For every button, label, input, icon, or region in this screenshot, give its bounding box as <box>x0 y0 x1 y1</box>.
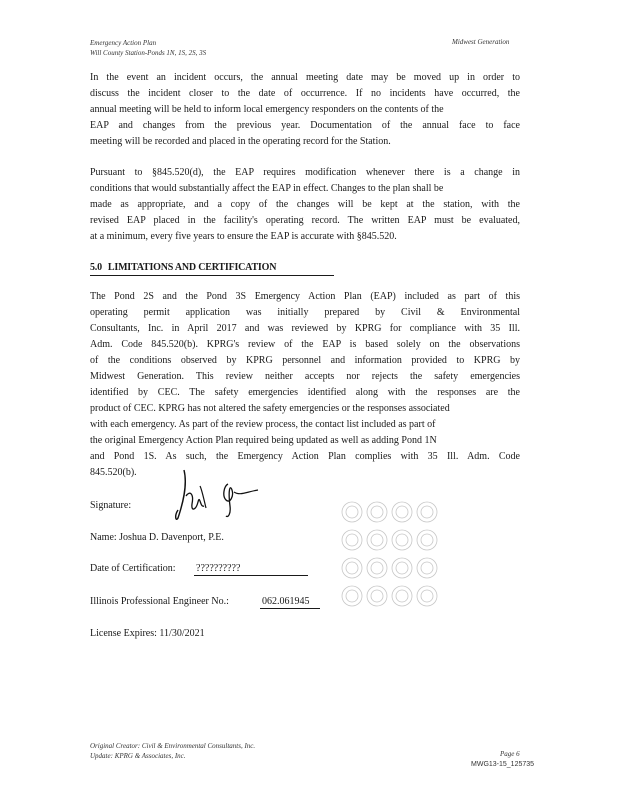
header-company: Midwest Generation <box>452 38 510 46</box>
paragraph-annual-meeting <box>90 70 520 150</box>
section-heading <box>90 262 334 276</box>
text-line: EAP and changes from the previous year. Documentation of the annual face to face <box>90 120 520 131</box>
engineer-name: Name: Joshua D. Davenport, P.E. <box>90 532 224 543</box>
footer-creator: Original Creator: Civil & Environmental Consultants, Inc. <box>90 742 256 750</box>
date-of-certification-row <box>90 563 330 574</box>
text-line: In the event an incident occurs, the annual meeting date may be moved up in order to <box>90 72 520 83</box>
text-line: made as appropriate, and a copy of the changes will be kept at the station, with the <box>90 199 520 210</box>
footer-left <box>90 741 255 761</box>
header-station: Will County Station-Ponds 1N, 1S, 2S, 3S <box>90 49 207 57</box>
text-line: at a minimum, every five years to ensure the EAP is accurate with §845.520. <box>90 231 397 242</box>
document-number: MWG13-15_125735 <box>471 761 535 768</box>
text-line: Pursuant to §845.520(d), the EAP requires modification whenever there is a change in <box>90 167 520 178</box>
text-line: meeting will be recorded and placed in the operating record for the Station. <box>90 136 391 147</box>
date-label: Date of Certification: <box>90 563 176 574</box>
signature-label: Signature: <box>90 500 132 511</box>
seal-stamp-grid <box>340 500 440 615</box>
section-number: 5.0 <box>90 262 102 273</box>
text-line: discuss the incident closer to the date of occurrence. If no incidents have occurred, the <box>90 88 520 99</box>
text-line: Midwest Generation. This review neither accepts nor rejects the safety emergencies <box>90 371 520 382</box>
paragraph-limitations <box>90 289 520 481</box>
text-line: operating permit application was initially prepared by Civil & Environmental <box>90 307 520 318</box>
license-expiry: License Expires: 11/30/2021 <box>90 628 205 639</box>
text-line: Consultants, Inc. in April 2017 and was reviewed by KPRG for compliance with 35 Ill. <box>90 323 520 334</box>
text-line: with each emergency. As part of the review process, the contact list included as part of <box>90 419 436 430</box>
engineer-signature <box>170 466 265 526</box>
text-line: The Pond 2S and the Pond 3S Emergency Action Plan (EAP) included as part of this <box>90 291 520 302</box>
paragraph-modification <box>90 165 520 245</box>
page-number: Page 6 <box>500 750 520 758</box>
text-line: conditions that would substantially affect the EAP in effect. Changes to the plan shall be <box>90 183 444 194</box>
text-line: identified by CEC. The safety emergencies identified along with the responses are the <box>90 387 520 398</box>
text-line: annual meeting will be held to inform local emergency responders on the contents of the <box>90 104 444 115</box>
text-line: product of CEC. KPRG has not altered the safety emergencies or the responses associated <box>90 403 450 414</box>
text-line: the original Emergency Action Plan required being updated as well as adding Pond 1N <box>90 435 437 446</box>
header-plan-title: Emergency Action Plan <box>90 39 157 47</box>
date-value: ?????????? <box>194 563 308 576</box>
text-line: 845.520(b). <box>90 467 137 478</box>
footer-update: Update: KPRG & Associates, Inc. <box>90 752 186 760</box>
pe-label: Illinois Professional Engineer No.: <box>90 596 229 607</box>
pe-value: 062.061945 <box>260 596 320 609</box>
pe-number-row <box>90 596 330 607</box>
text-line: Adm. Code 845.520(b). KPRG's review of the EAP is based solely on the observations <box>90 339 520 350</box>
text-line: and Pond 1S. As such, the Emergency Action Plan complies with 35 Ill. Adm. Code <box>90 451 520 462</box>
section-title: LIMITATIONS AND CERTIFICATION <box>107 262 277 273</box>
text-line: revised EAP placed in the facility's operating record. The written EAP must be evaluated, <box>90 215 520 226</box>
header-left <box>90 38 206 58</box>
text-line: of the conditions observed by KPRG personnel and information provided to KPRG by <box>90 355 520 366</box>
